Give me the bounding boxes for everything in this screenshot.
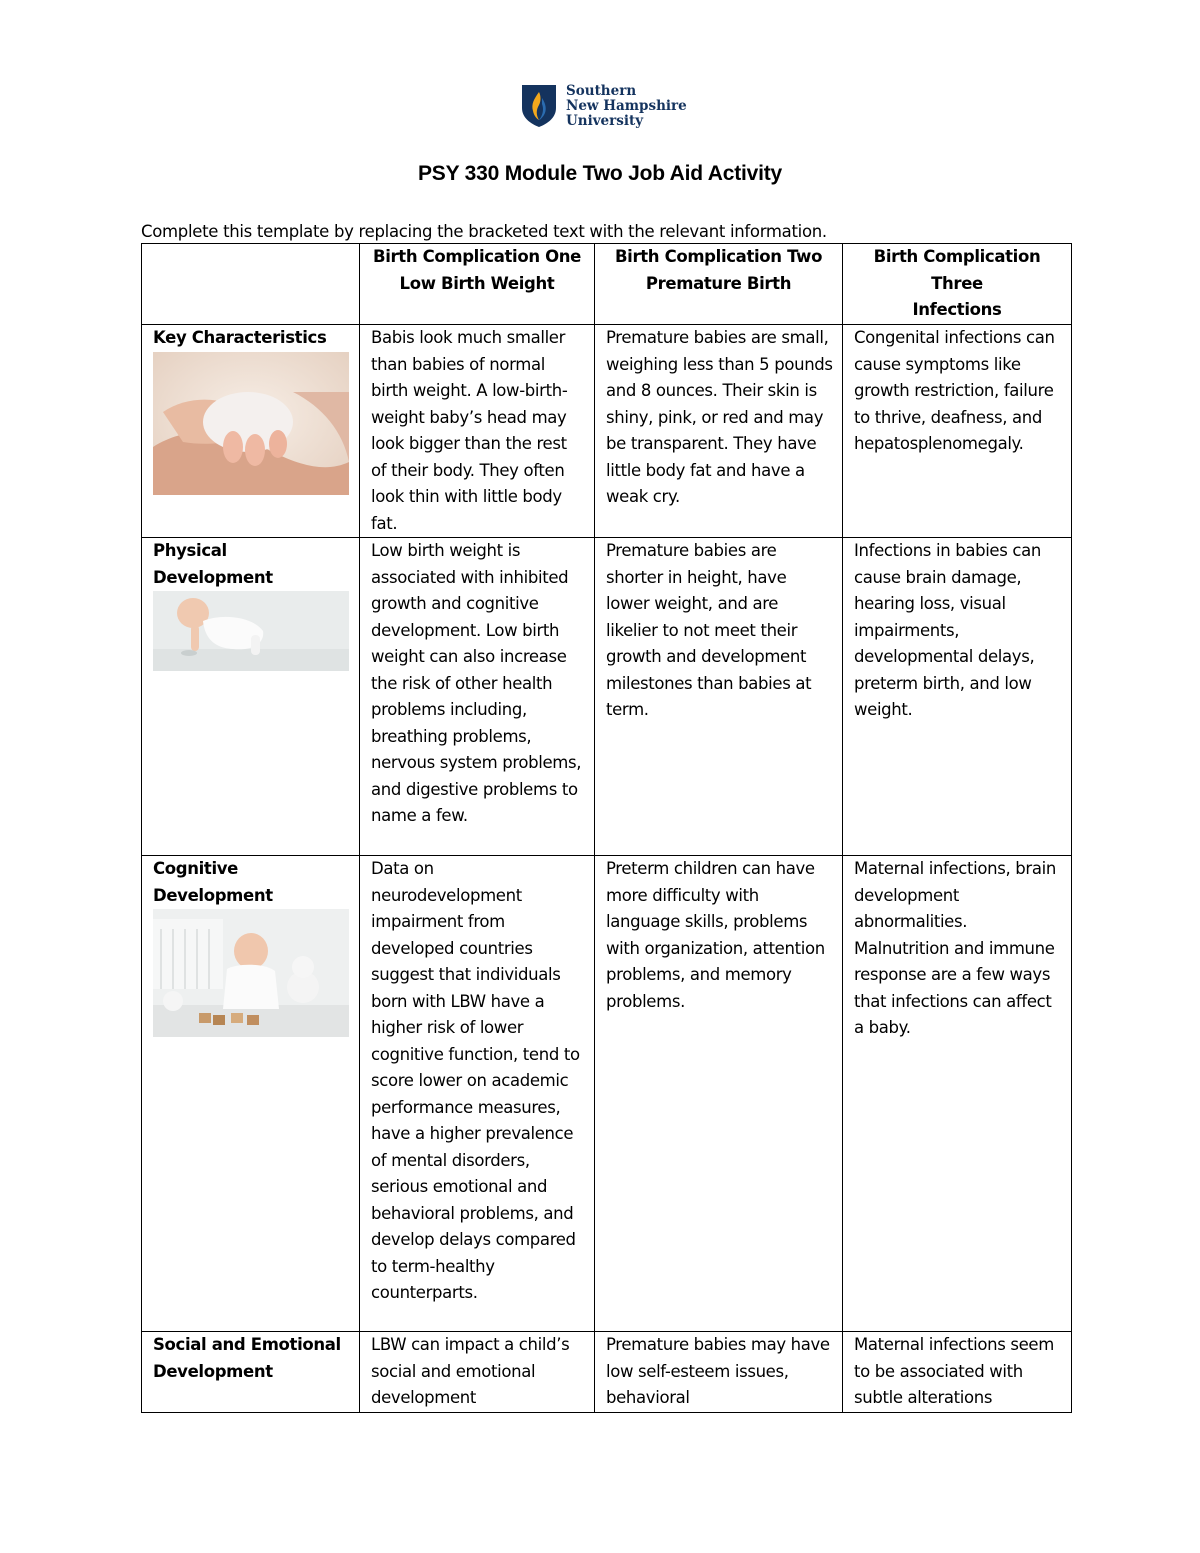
header-cell-complication-three [843, 244, 1072, 325]
table-cell [843, 325, 1072, 538]
cell-text: Maternal infections seem to be associated with subtle alterations [854, 1335, 1054, 1407]
row-label: Key Characteristics [153, 328, 327, 347]
table-cell [360, 538, 595, 856]
header-line: Birth Complication Two [614, 247, 823, 266]
row-label-cell [142, 538, 360, 856]
job-aid-table [141, 243, 1072, 1413]
table-cell [595, 538, 843, 856]
row-label: Development [153, 885, 273, 905]
row-label: Physical [153, 541, 227, 560]
instructions-text: Complete this template by replacing the bracketed text with the relevant information. [141, 222, 827, 241]
hands-holding-newborn-feet-photo [153, 352, 349, 495]
header-row [142, 244, 1072, 325]
logo-line-1: Southern [566, 83, 637, 99]
row-label: Cognitive [153, 859, 238, 878]
table-row-cognitive-development [142, 856, 1072, 1332]
table-cell [595, 325, 843, 538]
table-cell [595, 856, 843, 1332]
cell-text: Low birth weight is associated with inhibited growth and cognitive development. Low birth weight can also increase the risk of other health problems including, breathing problems, nervous system problems, and digestive problems to name a few. [371, 541, 582, 825]
header-line: Three [931, 273, 983, 293]
table-cell [360, 856, 595, 1332]
table-cell [360, 325, 595, 538]
row-label: Development [153, 1361, 273, 1381]
header-line: Premature Birth [645, 273, 792, 293]
table-row-physical-development [142, 538, 1072, 856]
cell-text: Babis look much smaller than babies of normal birth weight. A low-birth-weight baby’s head may look bigger than the rest of their body. They often look thin with little body fat. [371, 328, 568, 533]
table-row-social-emotional-development [142, 1332, 1072, 1413]
header-cell-complication-two [595, 244, 843, 325]
cell-text: Premature babies are shorter in height, have lower weight, and are likelier to not meet their growth and development milestones than babies at term. [606, 541, 812, 719]
table-cell [843, 1332, 1072, 1413]
crawling-baby-photo [153, 591, 349, 671]
cell-text: Premature babies are small, weighing less than 5 pounds and 8 ounces. Their skin is shiny, pink, or red and may be transparent. They have little body fat and have a weak cry. [606, 328, 833, 506]
cell-text: Premature babies may have low self-esteem issues, behavioral [606, 1335, 830, 1407]
table-cell [360, 1332, 595, 1413]
logo-line-3: University [566, 113, 644, 129]
row-label: Social and Emotional [153, 1335, 341, 1354]
row-label-cell [142, 325, 360, 538]
snhu-logo [521, 84, 741, 132]
shield-flame-icon [521, 84, 557, 128]
cell-text: Preterm children can have more difficulty with language skills, problems with organization, attention problems, and memory problems. [606, 859, 825, 1011]
cell-text: Infections in babies can cause brain damage, hearing loss, visual impairments, developmental delays, preterm birth, and low weight. [854, 541, 1041, 719]
baby-playing-with-blocks-photo [153, 909, 349, 1037]
logo-line-2: New Hampshire [566, 98, 687, 114]
header-line: Low Birth Weight [399, 273, 555, 293]
cell-text: Congenital infections can cause symptoms like growth restriction, failure to thrive, deafness, and hepatosplenomegaly. [854, 328, 1055, 453]
header-line: Birth Complication [873, 247, 1041, 266]
header-cell-complication-one [360, 244, 595, 325]
table-cell [595, 1332, 843, 1413]
table-row-key-characteristics [142, 325, 1072, 538]
cell-text: Data on neurodevelopment impairment from developed countries suggest that individuals born with LBW have a higher risk of lower cognitive function, tend to score lower on academic performance measures, have a higher prevalence of mental disorders, serious emotional and behavioral problems, and develop delays compared to term-healthy counterparts. [371, 859, 580, 1302]
cell-text: LBW can impact a child’s social and emotional development [371, 1335, 570, 1407]
cell-text: Maternal infections, brain development abnormalities. Malnutrition and immune response are a few ways that infections can affect a baby. [854, 859, 1056, 1037]
row-label-cell [142, 856, 360, 1332]
table-cell [843, 856, 1072, 1332]
row-label: Development [153, 567, 273, 587]
table-cell [843, 538, 1072, 856]
row-label-cell [142, 1332, 360, 1413]
header-line: Birth Complication One [372, 247, 582, 266]
document-title: PSY 330 Module Two Job Aid Activity [417, 162, 783, 185]
header-line: Infections [912, 300, 1002, 319]
header-cell-empty [142, 244, 360, 325]
university-name [566, 84, 687, 129]
